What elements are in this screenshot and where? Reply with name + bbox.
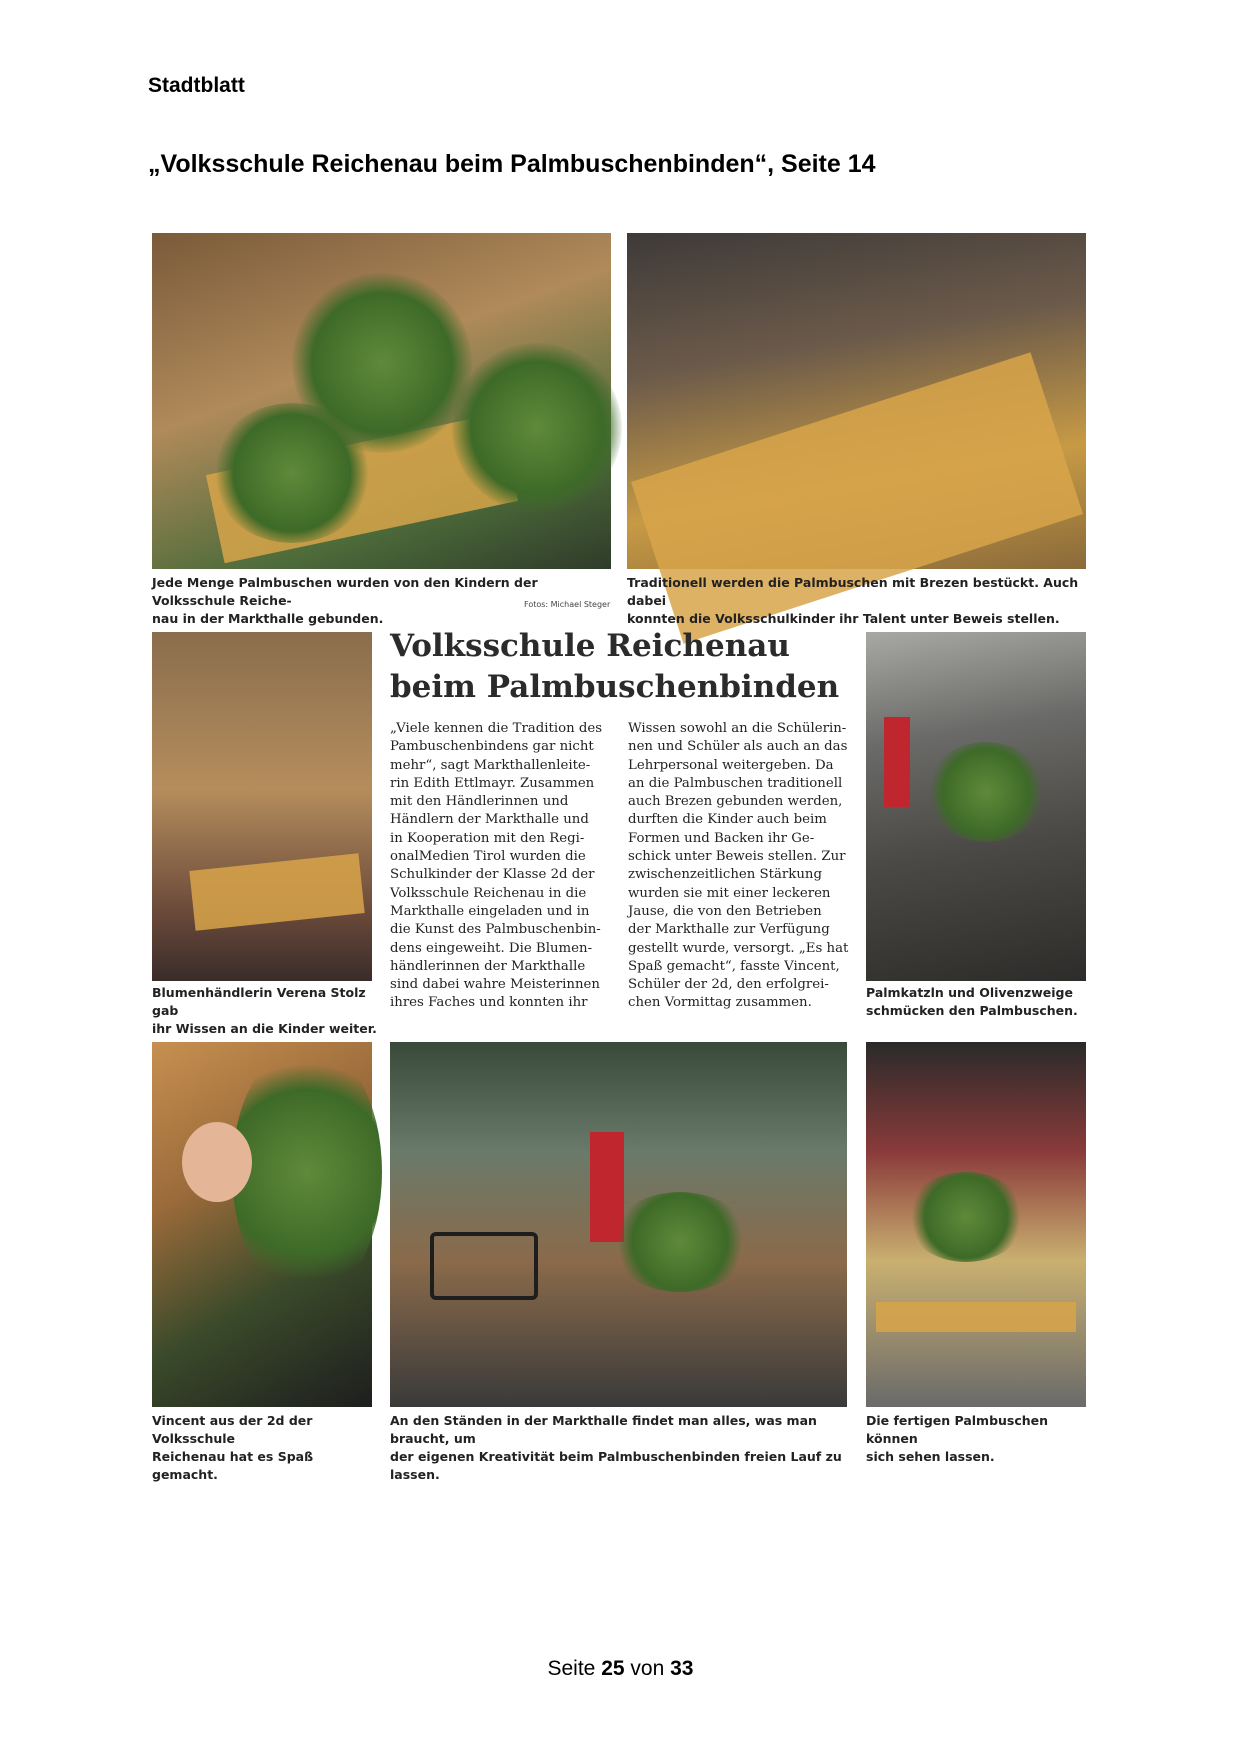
source-label: Stadtblatt	[148, 74, 245, 97]
photo-caption-1: Jede Menge Palmbuschen wurden von den Kindern der Volksschule Reiche- nau in der Markthalle gebunden.	[152, 575, 538, 626]
photo-caption-7: Die fertigen Palmbuschen können sich sehen lassen.	[866, 1413, 1049, 1464]
article-column-1: „Viele kennen die Tradition des Pambuschenbindens gar nicht mehr“, sagt Markthallenleite- rin Edith Ettlmayr. Zusammen mit den Händlerinnen und Händlern der Markthalle und in Kooperation mit den Regi- onalMedien Tirol wurden die Schulkinder der Klasse 2d der Volksschule Reichenau in die Markthalle eingeladen und in die Kunst des Palmbuschenbin- dens eingeweiht. Die Blumen- händlerinnen der Markthalle sind dabei wahre Meisterinnen ihres Faches und konnten ihr	[390, 721, 603, 1011]
footer-middle: von	[630, 1657, 665, 1680]
footer-page-number: 25	[601, 1657, 625, 1680]
photo-flower-seller	[152, 632, 372, 981]
page-footer	[0, 1657, 1241, 1681]
footer-total-pages: 33	[670, 1657, 694, 1680]
photo-caption-2: Traditionell werden die Palmbuschen mit Brezen bestückt. Auch dabei konnten die Volksschulkinder ihr Talent unter Beweis stellen.	[627, 575, 1079, 626]
photo-caption-5: Vincent aus der 2d der Volksschule Reichenau hat es Spaß gemacht.	[152, 1413, 314, 1482]
photo-palmbuschen-binding	[152, 233, 611, 569]
photo-caption-3: Blumenhändlerin Verena Stolz gab ihr Wissen an die Kinder weiter.	[152, 985, 377, 1036]
photo-market-hall-children	[866, 632, 1086, 981]
photo-vincent	[152, 1042, 372, 1407]
article-column-2: Wissen sowohl an die Schülerin- nen und Schüler als auch an das Lehrpersonal weitergeben. Da an die Palmbuschen traditionell auch Brezen gebunden werden, durften die Kinder auch beim Formen und Backen ihr Ge- schick unter Beweis stellen. Zur zwischenzeitlichen Stärkung wurden sie mit einer leckeren Jause, die von den Betrieben der Markthalle zur Verfügung gestellt wurde, versorgt. „Es hat Spaß gemacht“, fasste Vincent, Schüler der 2d, den erfolgrei- chen Vormittag zusammen.	[628, 721, 849, 1011]
photo-brezen-baking	[627, 233, 1086, 569]
footer-prefix: Seite	[547, 1657, 596, 1680]
article-title: Volksschule Reichenau beim Palmbuschenbinden	[390, 628, 840, 705]
photo-market-stands	[390, 1042, 847, 1407]
photo-finished-palmbuschen	[866, 1042, 1086, 1407]
photo-caption-6: An den Ständen in der Markthalle findet man alles, was man braucht, um der eigenen Kreativität beim Palmbuschenbinden freien Lauf zu lassen.	[390, 1413, 842, 1482]
photo-credit: Fotos: Michael Steger	[524, 600, 611, 609]
page-headline: „Volksschule Reichenau beim Palmbuschenbinden“, Seite 14	[148, 150, 876, 178]
photo-caption-4: Palmkatzln und Olivenzweige schmücken den Palmbuschen.	[866, 985, 1078, 1018]
